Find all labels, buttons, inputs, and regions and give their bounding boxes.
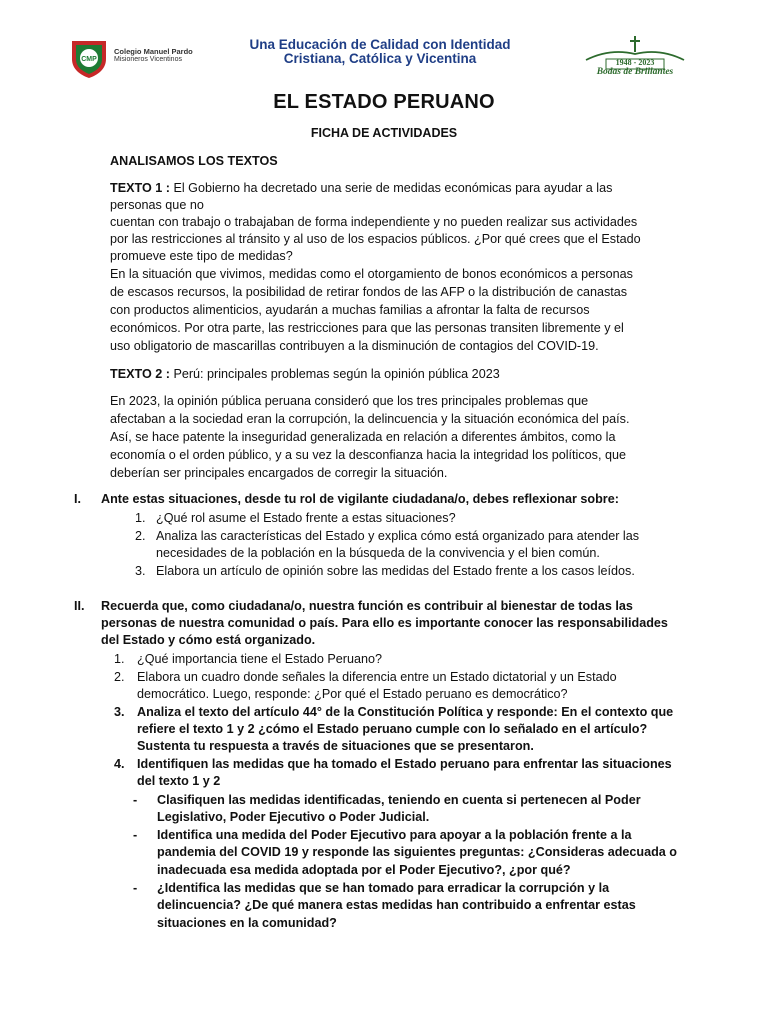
- section2-heading-line: personas de nuestra comunidad o país. Para ello es importante conocer las responsabilidades: [101, 616, 668, 630]
- section2-item-number: 1.: [114, 652, 125, 666]
- bullet-line: delincuencia? ¿De qué manera estas medidas han contribuido a enfrentar estas: [157, 898, 636, 912]
- texto2-label: TEXTO 2 :: [110, 367, 170, 381]
- jubilee-years: 1948 - 2023: [615, 58, 655, 67]
- school-motto: [230, 38, 530, 66]
- section2-numeral: II.: [74, 599, 85, 613]
- section2-item-number: 4.: [114, 757, 125, 771]
- section1-item-line: necesidades de la población en la búsqueda de la convivencia y el bien común.: [156, 546, 600, 560]
- school-name: [114, 48, 193, 64]
- section2-item-number: 2.: [114, 670, 125, 684]
- texto2-line: deberían ser principales encargados de corregir la situación.: [110, 466, 448, 480]
- logo-initials: CMP: [81, 56, 97, 63]
- section2-item-line: Elabora un cuadro donde señales la diferencia entre un Estado dictatorial y un Estado: [137, 670, 617, 684]
- section2-item-line: refiere el texto 1 y 2 ¿cómo el Estado peruano cumple con lo señalado en el artículo?: [137, 722, 648, 736]
- texto1-line: por las restricciones al tránsito y al uso de los espacios públicos. ¿Por qué crees que el Estado: [110, 232, 641, 246]
- section2-item-number: 3.: [114, 705, 125, 719]
- motto-line1: Una Educación de Calidad con Identidad: [249, 37, 511, 52]
- texto1-line: con productos alimenticios, ayudarán a muchas familias a afrontar la falta de recursos: [110, 303, 590, 317]
- section2-heading-line: Recuerda que, como ciudadana/o, nuestra función es contribuir al bienestar de todas las: [101, 599, 633, 613]
- section1-item-number: 3.: [135, 564, 146, 578]
- page-title: EL ESTADO PERUANO: [273, 91, 495, 113]
- jubilee-label: Bodas de Brillantes: [596, 67, 674, 77]
- texto1-line: En la situación que vivimos, medidas como el otorgamiento de bonos económicos a personas: [110, 267, 633, 281]
- section2-item-line: Sustenta tu respuesta a través de situaciones que se presentaron.: [137, 739, 534, 753]
- section1-item-number: 2.: [135, 529, 146, 543]
- texto1-line: de escasos recursos, la posibilidad de retirar fondos de las AFP o la distribución de canastas: [110, 285, 628, 299]
- bullet-mark: -: [133, 793, 138, 807]
- section1-item-line: Analiza las características del Estado y explica cómo está organizado para atender las: [156, 529, 640, 543]
- texto1-line: TEXTO 1 : El Gobierno ha decretado una serie de medidas económicas para ayudar a las: [110, 181, 613, 195]
- bullet-mark: -: [133, 828, 138, 842]
- texto2-line: afectaban a la sociedad eran la corrupción, la delincuencia y la situación económica del país.: [110, 412, 630, 426]
- intro-heading: ANALISAMOS LOS TEXTOS: [110, 154, 278, 168]
- section2-item-line: Identifiquen las medidas que ha tomado el Estado peruano para enfrentar las situaciones: [137, 757, 672, 771]
- school-name-line2: Misioneros Vicentinos: [114, 56, 182, 63]
- bullet-line: Legislativo, Poder Ejecutivo o Poder Judicial.: [157, 810, 430, 824]
- section2-item-line: ¿Qué importancia tiene el Estado Peruano?: [137, 652, 383, 666]
- texto2-line: economía o el orden público, y a su vez la desconfianza hacia la integridad los políticos, que: [110, 448, 626, 462]
- bullet-line: Identifica una medida del Poder Ejecutivo para apoyar a la población frente a la: [157, 828, 632, 842]
- section1-item-line: Elabora un artículo de opinión sobre las medidas del Estado frente a los casos leídos.: [156, 564, 635, 578]
- section1-item-number: 1.: [135, 511, 146, 525]
- section1-numeral: I.: [74, 492, 81, 506]
- texto1-line: uso obligatorio de mascarillas contribuyen a la disminución de contagios del COVID-19.: [110, 339, 599, 353]
- texto2-heading: TEXTO 2 : Perú: principales problemas según la opinión pública 2023: [110, 367, 500, 381]
- section2-item-line: del texto 1 y 2: [137, 774, 221, 788]
- section2-item-line: Analiza el texto del artículo 44° de la Constitución Política y responde: En el contexto que: [137, 705, 674, 719]
- letterhead: [0, 30, 768, 84]
- bullet-line: Clasifiquen las medidas identificadas, teniendo en cuenta si pertenecen al Poder: [157, 793, 641, 807]
- section2-item-line: democrático. Luego, responde: ¿Por qué el Estado peruano es democrático?: [137, 687, 568, 701]
- bullet-line: ¿Identifica las medidas que se han tomado para erradicar la corrupción y la: [157, 881, 610, 895]
- texto1-line: cuentan con trabajo o trabajaban de forma independiente y no pueden realizar sus actividades: [110, 215, 638, 229]
- motto-line2: Cristiana, Católica y Vicentina: [283, 51, 477, 66]
- section1-heading: Ante estas situaciones, desde tu rol de vigilante ciudadana/o, debes reflexionar sobre:: [101, 492, 619, 506]
- section1-item-line: ¿Qué rol asume el Estado frente a estas situaciones?: [156, 511, 456, 525]
- bullet-line: inadecuada esa medida adoptada por el Poder Ejecutivo?, ¿por qué?: [157, 863, 571, 877]
- school-name-line1: Colegio Manuel Pardo: [114, 47, 193, 56]
- bullet-line: pandemia del COVID 19 y responde las siguientes preguntas: ¿Consideras adecuada o: [157, 845, 677, 859]
- bullet-mark: -: [133, 881, 138, 895]
- school-crest-logo: [68, 37, 110, 79]
- section2-heading-line: del Estado y cómo está organizado.: [101, 633, 316, 647]
- texto2-line: En 2023, la opinión pública peruana consideró que los tres principales problemas que: [110, 394, 589, 408]
- texto1-label: TEXTO 1 :: [110, 181, 170, 195]
- page-subtitle: FICHA DE ACTIVIDADES: [310, 126, 458, 140]
- texto1-line: promueve este tipo de medidas?: [110, 249, 293, 263]
- texto1-line: económicos. Por otra parte, las restricciones para que las personas transiten libremente y el: [110, 321, 624, 335]
- texto1-line: personas que no: [110, 198, 204, 212]
- texto2-line: Así, se hace patente la inseguridad generalizada en relación a diferentes ámbitos, como la: [110, 430, 616, 444]
- bullet-line: situaciones en la comunidad?: [157, 916, 337, 930]
